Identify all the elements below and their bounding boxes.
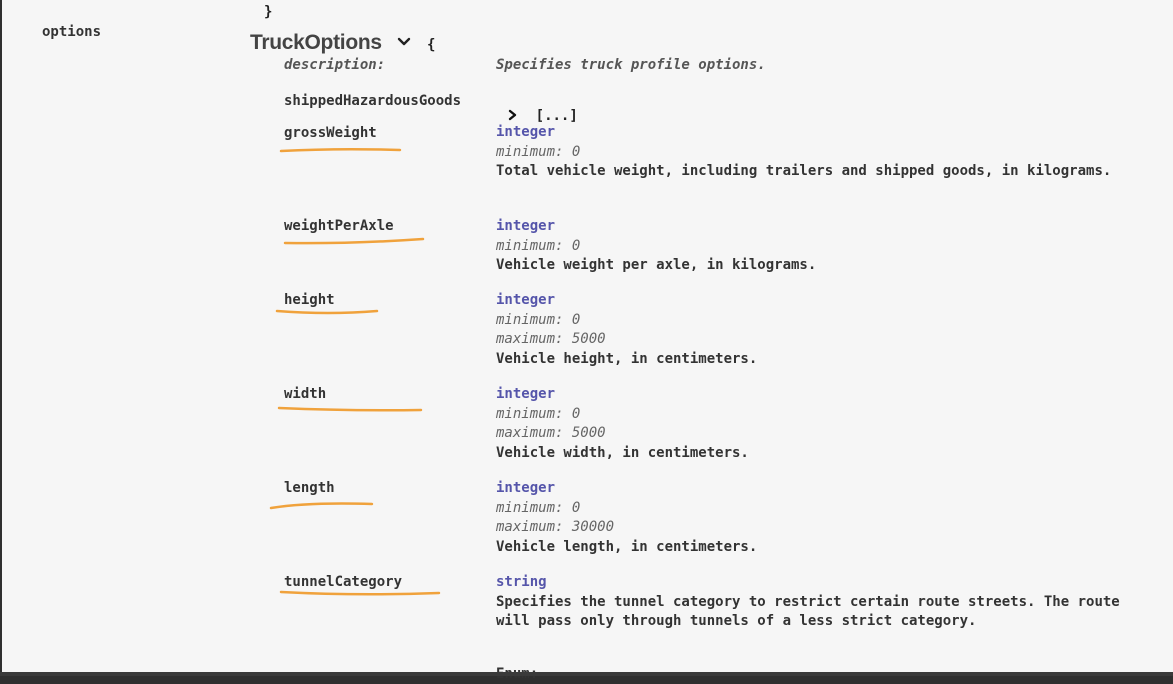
property-type: integer	[496, 124, 556, 140]
property-type: integer	[496, 292, 556, 308]
property-details-weightPerAxle	[496, 217, 1146, 276]
property-name-shippedHazardousGoods: shippedHazardousGoods	[284, 93, 462, 109]
annotation-underline	[278, 588, 444, 598]
property-details-grossWeight	[496, 123, 1146, 182]
property-constraint: maximum: 5000	[496, 331, 606, 347]
property-description: Vehicle weight per axle, in kilograms.	[496, 257, 817, 273]
property-type: integer	[496, 386, 556, 402]
collapsed-placeholder[interactable]: [...]	[535, 108, 578, 124]
closing-brace: }	[264, 4, 273, 20]
property-name-height: height	[284, 292, 335, 308]
property-name-width: width	[284, 386, 327, 402]
description-label: description:	[284, 57, 386, 73]
property-details-tunnelCategory	[496, 573, 1141, 632]
property-constraint: maximum: 5000	[496, 425, 606, 441]
annotation-underline	[282, 236, 428, 248]
property-name-length: length	[284, 480, 335, 496]
property-description: Vehicle length, in centimeters.	[496, 538, 758, 555]
model-title[interactable]: TruckOptions	[250, 31, 382, 54]
open-brace: {	[427, 37, 436, 53]
annotation-underline	[278, 145, 404, 155]
property-name-grossWeight: grossWeight	[284, 125, 377, 141]
property-constraint: minimum: 0	[496, 143, 581, 160]
property-constraint: minimum: 0	[496, 237, 581, 254]
property-constraint: minimum: 0	[496, 311, 581, 328]
model-header[interactable]	[250, 31, 435, 55]
property-type: integer	[496, 480, 556, 496]
property-constraint: minimum: 0	[496, 405, 581, 422]
parameter-name: options	[42, 24, 102, 40]
property-description: Total vehicle weight, including trailers and shipped goods, in kilograms.	[496, 163, 1112, 179]
window-bottom-edge	[0, 672, 1173, 676]
property-details-width	[496, 385, 1146, 463]
description-value: Specifies truck profile options.	[496, 57, 766, 73]
property-constraint: minimum: 0	[496, 499, 581, 516]
swagger-model-viewport	[2, 0, 1173, 672]
annotation-underline	[276, 404, 426, 414]
property-name-weightPerAxle: weightPerAxle	[284, 218, 394, 234]
property-description: Specifies the tunnel category to restrict certain route streets. The route will pass only through tunnels of a less strict category.	[496, 593, 1120, 629]
property-type: integer	[496, 218, 556, 234]
property-type: string	[496, 574, 547, 590]
property-name-tunnelCategory: tunnelCategory	[284, 574, 403, 590]
property-description: Vehicle width, in centimeters.	[496, 444, 749, 461]
chevron-right-icon[interactable]	[508, 106, 518, 118]
property-details-length	[496, 479, 1146, 557]
shipped-hazardous-goods-expander[interactable]	[508, 105, 578, 124]
property-description: Vehicle height, in centimeters.	[496, 350, 758, 367]
property-details-height	[496, 291, 1146, 369]
annotation-underline	[268, 499, 378, 513]
property-constraint: maximum: 30000	[496, 519, 615, 535]
annotation-underline	[274, 306, 382, 318]
chevron-down-icon[interactable]	[397, 33, 411, 45]
